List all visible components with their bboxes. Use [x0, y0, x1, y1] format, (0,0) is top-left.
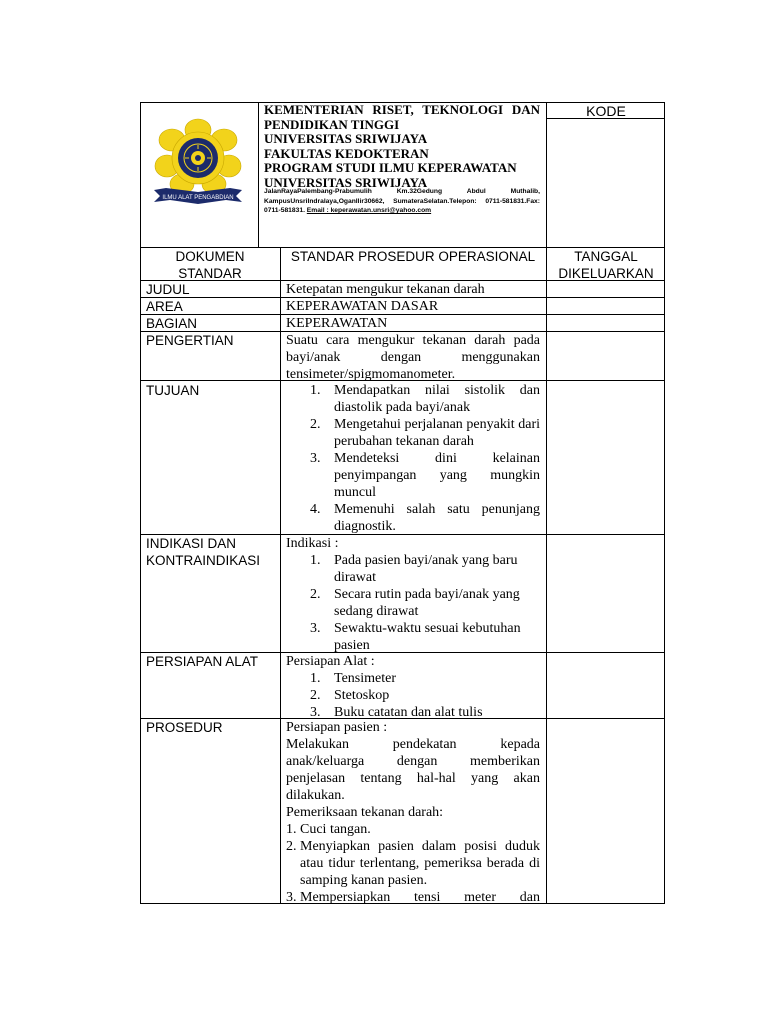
indikasi-intro: Indikasi : [286, 536, 339, 551]
address-text: JalanRayaPalembang-Prabumulih Km.32Gedung Abdul Muthalib, KampusUnsriIndralaya,OganIlir30662, SumateraSelatan.Telepon: 0711-581831.Fax: 0711-581831 [264, 188, 540, 214]
list-item: 2. Mengetahui perjalanan penyakit dari perubahan tekanan darah [310, 417, 540, 449]
tujuan-label: TUJUAN [146, 383, 200, 398]
faculty-name: FAKULTAS KEDOKTERAN [264, 145, 429, 161]
prosedur-intro: Persiapan pasien : [286, 720, 388, 735]
bagian-value: KEPERAWATAN [286, 316, 388, 331]
kode-label: KODE [586, 103, 626, 119]
indikasi-content [286, 535, 540, 654]
prosedur-label: PROSEDUR [146, 720, 223, 735]
column-divider-label [280, 247, 281, 904]
list-item: 2. Menyiapkan pasien dalam posisi duduk atau tidur terlentang, pemeriksa berada di samping kanan pasien. [286, 839, 540, 888]
list-item: 1. Tensimeter [310, 671, 396, 686]
tanggal-dikeluarkan-label: TANGGAL DIKELUARKAN [558, 249, 654, 281]
list-item: 3. Mempersiapkan tensi meter dan [286, 890, 540, 905]
list-item: 2. Stetoskop [310, 688, 390, 703]
tujuan-list [286, 382, 540, 535]
table-border-right [664, 102, 665, 904]
university-name-2: UNIVERSITAS SRIWIJAYA [264, 174, 428, 190]
institution-header [264, 103, 540, 190]
column-divider-mid [546, 102, 547, 904]
list-item: 1. Pada pasien bayi/anak yang baru dirawat [310, 553, 518, 585]
judul-label: JUDUL [146, 282, 190, 297]
program-name: PROGRAM STUDI ILMU KEPERAWATAN [264, 160, 517, 175]
prosedur-paragraph: Melakukan pendekatan kepada anak/keluarga dengan memberikan penjelasan tentang hal-hal yang akan dilakukan. [286, 737, 540, 803]
email-link[interactable]: Email : keperawatan.unsri@yahoo.com [306, 207, 432, 214]
list-item: 3. Sewaktu-waktu sesuai kebutuhan pasien [310, 621, 521, 653]
university-name: UNIVERSITAS SRIWIJAYA [264, 131, 428, 146]
judul-value: Ketepatan mengukur tekanan darah [286, 282, 485, 297]
bagian-label: BAGIAN [146, 316, 198, 331]
dokumen-standar-label: DOKUMEN STANDAR [175, 249, 245, 281]
list-item: 3. Buku catatan dan alat tulis [310, 705, 483, 720]
list-item: 1. Cuci tangan. [286, 822, 371, 837]
logo-motto: ILMU ALAT PENGABDIAN [162, 195, 234, 201]
area-value: KEPERAWATAN DASAR [286, 299, 439, 314]
pengertian-label: PENGERTIAN [146, 333, 234, 348]
list-item: 3. Mendeteksi dini kelainan penyimpangan yang mungkin muncul [310, 451, 540, 500]
indikasi-label: INDIKASI DAN KONTRAINDIKASI [146, 536, 261, 568]
pengertian-value: Suatu cara mengukur tekanan darah pada bayi/anak dengan menggunakan tensimeter/spigmomanometer. [286, 333, 540, 382]
ministry-line-cont: PENDIDIKAN TINGGI [264, 116, 400, 132]
institution-address: JalanRayaPalembang-Prabumulih Km.32Gedung Abdul Muthalib, KampusUnsriIndralaya,OganIlir30662, SumateraSelatan.Telepon: 0711-581831.Fax: 0711-581831. Email : keperawatan.unsri@yahoo.com [264, 188, 540, 214]
ministry-line: KEMENTERIAN RISET, TEKNOLOGI DAN [264, 102, 540, 117]
persiapan-alat-content [286, 653, 540, 721]
persiapan-alat-label: PERSIAPAN ALAT [146, 654, 259, 669]
prosedur-content [286, 719, 540, 906]
table-border-left [140, 102, 141, 904]
list-item: 1. Mendapatkan nilai sistolik dan diastolik pada bayi/anak [310, 383, 540, 415]
header-divider-logo [258, 102, 259, 247]
list-item: 2. Secara rutin pada bayi/anak yang sedang dirawat [310, 587, 520, 619]
university-logo [146, 118, 250, 204]
persiapan-intro: Persiapan Alat : [286, 654, 375, 669]
list-item: 4. Memenuhi salah satu penunjang diagnostik. [310, 502, 540, 534]
document-title: STANDAR PROSEDUR OPERASIONAL [290, 249, 536, 264]
area-label: AREA [146, 299, 183, 314]
prosedur-subheading: Pemeriksaan tekanan darah: [286, 805, 444, 820]
